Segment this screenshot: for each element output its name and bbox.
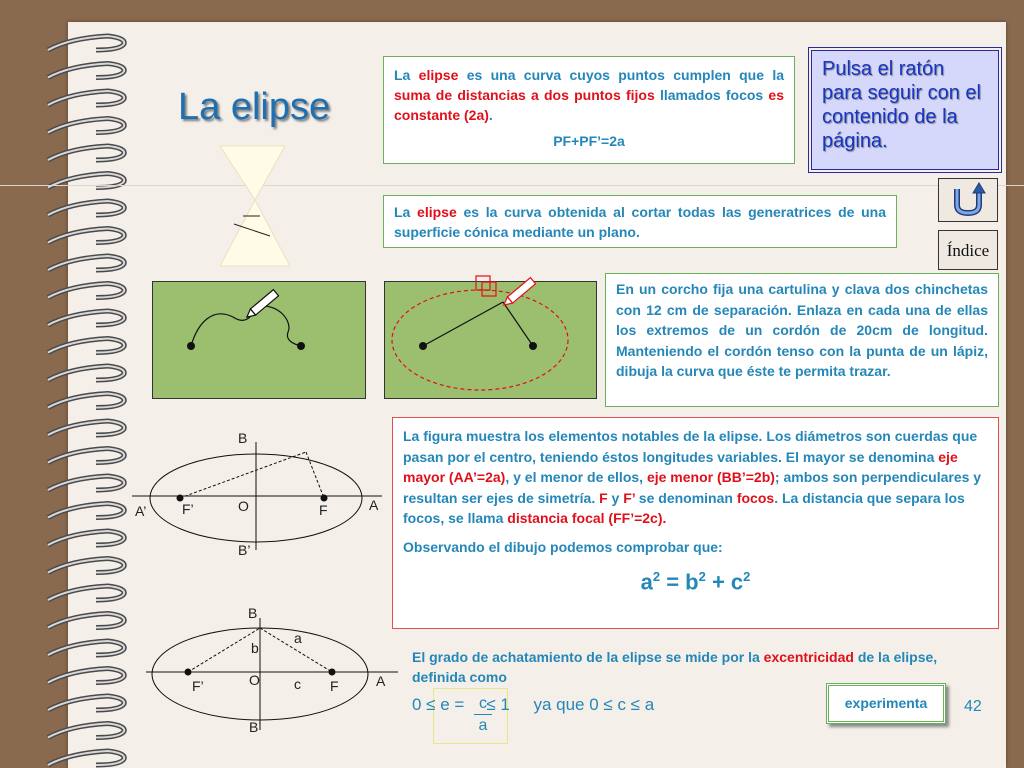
text: de la elipse, definida como [412, 649, 938, 685]
text: . [488, 107, 493, 123]
formula: PF+PF’=2a [553, 133, 625, 149]
ineq-left: 0 ≤ e = [412, 695, 465, 714]
eq-c: + c [705, 569, 744, 595]
pencil-icon [244, 290, 278, 321]
experiment-instructions: En un corcho fija una cartulina y clava dos chinchetas con 12 cm de separación. Enlaza en cada una de ellas los extremos de un cordón de 20cm de longitud. Manteniendo el cordón tenso con la punta de un lápiz, dibuja la curva que éste te permita trazar. [605, 273, 999, 407]
string-drawing [153, 282, 365, 398]
text: llamados focos [654, 87, 769, 103]
spiral-binding [0, 0, 150, 768]
cone-illustration [210, 138, 300, 268]
label-b: b [251, 640, 259, 656]
label-c: c [294, 676, 301, 692]
text: se denominan [634, 489, 737, 506]
label-A: A [369, 497, 379, 513]
page-title: La elipse [178, 86, 331, 128]
eq-sup: 2 [698, 569, 706, 584]
text: ; ambos son perpendiculares y resultan ser ejes de simetría. [403, 469, 982, 506]
definition-box [383, 56, 795, 164]
text: La [394, 67, 419, 83]
eccentricity-inequality [412, 695, 654, 715]
text: La figura muestra los elementos notables de la elipse. Los diámetros son cuerdas que pasan por el centro, teniendo éstos longitudes variables. El mayor se denomina [403, 428, 978, 465]
eq-b: = b [660, 569, 699, 595]
text: El grado de achatamiento de la elipse se mide por la [412, 649, 764, 665]
label-B: B [248, 605, 258, 621]
term-focos: focos [736, 489, 775, 506]
board-pins [152, 281, 366, 399]
eq-a: a [640, 569, 653, 595]
divider-line [0, 185, 1024, 186]
pencil-icon [470, 262, 550, 307]
label-O: O [249, 672, 260, 688]
text: y [607, 489, 624, 506]
label-B-prime: B’ [249, 719, 262, 735]
term-elipse: elipse [418, 67, 459, 83]
term-suma: suma de distancias a dos puntos fijos [394, 87, 655, 103]
label-O: O [238, 498, 249, 514]
term-distancia-focal: distancia focal (FF’=2c). [507, 510, 667, 526]
page-number: 42 [964, 698, 982, 715]
text: . La distancia que separa los focos, se llama [403, 489, 965, 526]
term-elipse: elipse [417, 204, 457, 220]
text: La [394, 204, 418, 220]
back-button[interactable] [938, 178, 998, 222]
eq-sup: 2 [743, 569, 751, 584]
text: es una curva cuyos puntos cumplen que la [458, 67, 785, 83]
elements-explanation [392, 417, 999, 629]
label-B-prime: B’ [238, 542, 251, 558]
pythagorean-relation [403, 567, 988, 593]
u-turn-icon [939, 179, 997, 221]
click-notice: Pulsa el ratón para seguir con el contenido de la página. [811, 50, 999, 170]
eq-sup: 2 [652, 569, 661, 584]
text: , y el menor de ellos, [505, 469, 647, 485]
experimenta-button[interactable]: experimenta [826, 683, 946, 724]
eccentricity-diagram [140, 610, 400, 740]
label-F-prime: F’ [192, 678, 204, 694]
conic-definition-box [383, 195, 897, 248]
label-F-prime: F’ [182, 501, 194, 517]
term-F: F [599, 489, 608, 506]
label-F: F [330, 678, 339, 694]
term-excentricidad: excentricidad [763, 649, 854, 665]
term-F-prime: F’ [623, 489, 635, 506]
frac-numerator: c [474, 694, 492, 715]
frac-denominator: a [478, 717, 488, 734]
eccentricity-text [412, 647, 987, 687]
label-F: F [319, 502, 328, 518]
label-a: a [294, 630, 302, 646]
observation-text: Observando el dibujo podemos comprobar que: [403, 538, 723, 555]
term-eje-menor: eje menor (BB’=2b) [646, 469, 775, 485]
ellipse-elements-diagram [130, 428, 390, 568]
text: es la curva obtenida al cortar todas las generatrices de una superficie cónica mediante un plano. [394, 204, 886, 240]
index-button[interactable]: Índice [938, 230, 998, 270]
ineq-right: ≤ 1 ya que 0 ≤ c ≤ a [486, 695, 655, 714]
label-A: A [376, 673, 386, 689]
label-B: B [238, 430, 248, 446]
term-constante: es constante (2a) [394, 87, 784, 123]
fraction-c-over-a [474, 694, 492, 737]
label-A-prime: A’ [135, 503, 147, 519]
term-eje-mayor: eje mayor (AA’=2a) [403, 448, 958, 485]
